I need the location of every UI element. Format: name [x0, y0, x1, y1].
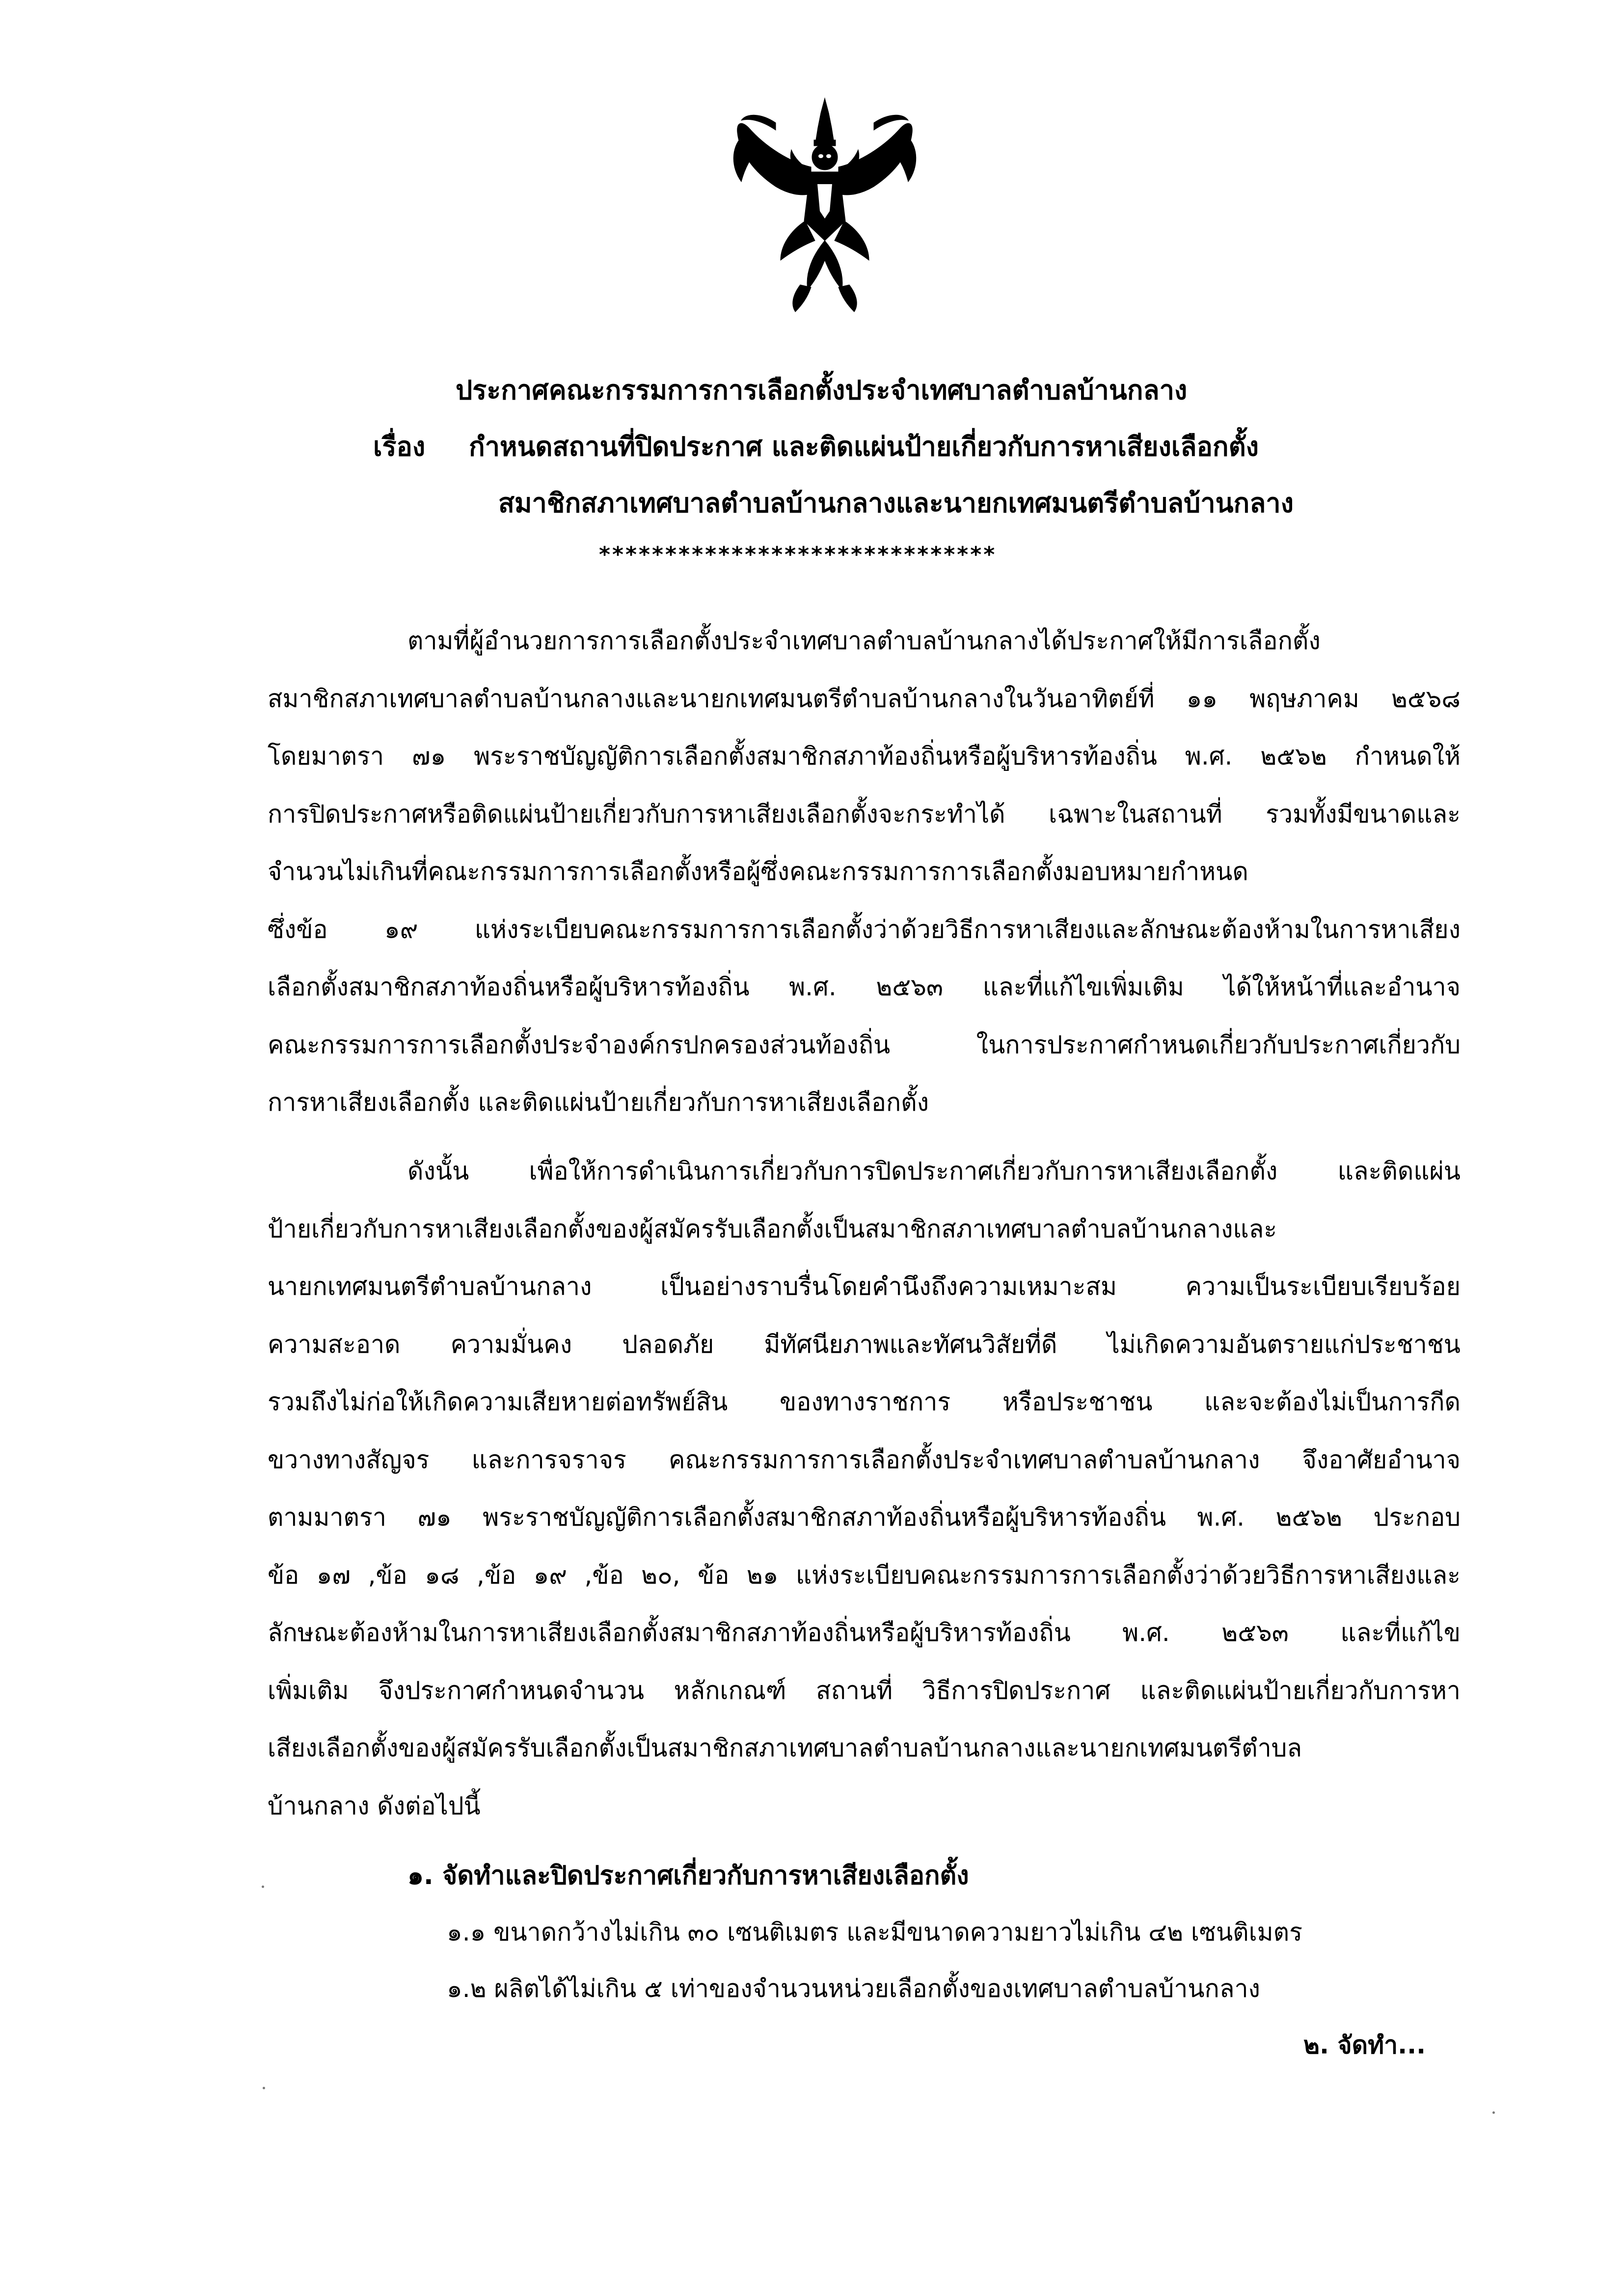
scan-speck [1492, 2111, 1495, 2114]
page-continuation: ๒. จัดทำ... [1303, 2031, 1426, 2059]
scan-speck [263, 2087, 265, 2089]
subject-line-1: กำหนดสถานที่ปิดประกาศ และติดแผ่นป้ายเกี่ยวกับการหาเสียงเลือกตั้ง [469, 431, 1259, 462]
paragraph-2-line-11: เสียงเลือกตั้งของผู้สมัครรับเลือกตั้งเป็นสมาชิกสภาเทศบาลตำบลบ้านกลางและนายกเทศมนตรีตำบล [268, 1734, 1302, 1762]
paragraph-1-line-8: คณะกรรมการการเลือกตั้งประจำองค์กรปกครองส่วนท้องถิ่น ในการประกาศกำหนดเกี่ยวกับประกาศเกี่ยวกับ [268, 1031, 1461, 1059]
subject-label: เรื่อง [373, 431, 426, 462]
subject-line-2: สมาชิกสภาเทศบาลตำบลบ้านกลางและนายกเทศมนตรีตำบลบ้านกลาง [498, 488, 1294, 519]
paragraph-2-line-2: ป้ายเกี่ยวกับการหาเสียงเลือกตั้งของผู้สมัครรับเลือกตั้งเป็นสมาชิกสภาเทศบาลตำบลบ้านกลางและ [268, 1215, 1277, 1243]
paragraph-2-line-8: ข้อ ๑๗ ,ข้อ ๑๘ ,ข้อ ๑๙ ,ข้อ ๒๐, ข้อ ๒๑ แห่งระเบียบคณะกรรมการการเลือกตั้งว่าด้วยวิธีการหาเสียงและ [268, 1561, 1461, 1589]
garuda-emblem-icon [707, 93, 943, 314]
title-separator: ****************************** [599, 542, 997, 567]
announcement-title: ประกาศคณะกรรมการการเลือกตั้งประจำเทศบาลตำบลบ้านกลาง [456, 375, 1188, 406]
paragraph-2-line-9: ลักษณะต้องห้ามในการหาเสียงเลือกตั้งสมาชิกสภาท้องถิ่นหรือผู้บริหารท้องถิ่น พ.ศ. ๒๕๖๓ และที่แก้ไข [268, 1618, 1461, 1647]
paragraph-1-line-7: เลือกตั้งสมาชิกสภาท้องถิ่นหรือผู้บริหารท้องถิ่น พ.ศ. ๒๕๖๓ และที่แก้ไขเพิ่มเติม ได้ให้หน้าที่และอำนาจ [268, 973, 1461, 1001]
paragraph-2-line-12: บ้านกลาง ดังต่อไปนี้ [268, 1792, 481, 1820]
paragraph-2-line-5: รวมถึงไม่ก่อให้เกิดความเสียหายต่อทรัพย์สิน ของทางราชการ หรือประชาชน และจะต้องไม่เป็นการกีด [268, 1388, 1461, 1416]
paragraph-1-line-5: จำนวนไม่เกินที่คณะกรรมการการเลือกตั้งหรือผู้ซึ่งคณะกรรมการการเลือกตั้งมอบหมายกำหนด [268, 857, 1248, 886]
section-1-heading: ๑. จัดทำและปิดประกาศเกี่ยวกับการหาเสียงเลือกตั้ง [407, 1861, 969, 1890]
paragraph-2-line-7: ตามมาตรา ๗๑ พระราชบัญญัติการเลือกตั้งสมาชิกสภาท้องถิ่นหรือผู้บริหารท้องถิ่น พ.ศ. ๒๕๖๒ ประกอบ [268, 1503, 1461, 1531]
section-1-item-2: ๑.๒ ผลิตได้ไม่เกิน ๕ เท่าของจำนวนหน่วยเลือกตั้งของเทศบาลตำบลบ้านกลาง [447, 1974, 1260, 2003]
paragraph-2-line-3: นายกเทศมนตรีตำบลบ้านกลาง เป็นอย่างราบรื่นโดยคำนึงถึงความเหมาะสม ความเป็นระเบียบเรียบร้อย [268, 1272, 1461, 1301]
paragraph-2-line-1: ดังนั้น เพื่อให้การดำเนินการเกี่ยวกับการปิดประกาศเกี่ยวกับการหาเสียงเลือกตั้ง และติดแผ่น [407, 1157, 1461, 1185]
paragraph-1-line-1: ตามที่ผู้อำนวยการการเลือกตั้งประจำเทศบาลตำบลบ้านกลางได้ประกาศให้มีการเลือกตั้ง [407, 627, 1321, 655]
paragraph-2-line-6: ขวางทางสัญจร และการจราจร คณะกรรมการการเลือกตั้งประจำเทศบาลตำบลบ้านกลาง จึงอาศัยอำนาจ [268, 1446, 1461, 1474]
paragraph-1-line-3: โดยมาตรา ๗๑ พระราชบัญญัติการเลือกตั้งสมาชิกสภาท้องถิ่นหรือผู้บริหารท้องถิ่น พ.ศ. ๒๕๖๒ กำหนดให้ [268, 742, 1461, 770]
paragraph-1-line-9: การหาเสียงเลือกตั้ง และติดแผ่นป้ายเกี่ยวกับการหาเสียงเลือกตั้ง [268, 1088, 929, 1117]
paragraph-2-line-10: เพิ่มเติม จึงประกาศกำหนดจำนวน หลักเกณฑ์ สถานที่ วิธีการปิดประกาศ และติดแผ่นป้ายเกี่ยวกับการหา [268, 1676, 1461, 1705]
scan-speck [262, 1886, 264, 1888]
paragraph-1-line-4: การปิดประกาศหรือติดแผ่นป้ายเกี่ยวกับการหาเสียงเลือกตั้งจะกระทำได้ เฉพาะในสถานที่ รวมทั้งมีขนาดและ [268, 800, 1461, 828]
paragraph-1-line-2: สมาชิกสภาเทศบาลตำบลบ้านกลางและนายกเทศมนตรีตำบลบ้านกลางในวันอาทิตย์ที่ ๑๑ พฤษภาคม ๒๕๖๘ [268, 684, 1461, 713]
section-1-item-1: ๑.๑ ขนาดกว้างไม่เกิน ๓๐ เซนติเมตร และมีขนาดความยาวไม่เกิน ๔๒ เซนติเมตร [447, 1918, 1302, 1946]
paragraph-1-line-6: ซึ่งข้อ ๑๙ แห่งระเบียบคณะกรรมการการเลือกตั้งว่าด้วยวิธีการหาเสียงและลักษณะต้องห้ามในการหาเสียง [268, 915, 1461, 944]
paragraph-2-line-4: ความสะอาด ความมั่นคง ปลอดภัย มีทัศนียภาพและทัศนวิสัยที่ดี ไม่เกิดความอันตรายแก่ประชาชน [268, 1330, 1461, 1359]
